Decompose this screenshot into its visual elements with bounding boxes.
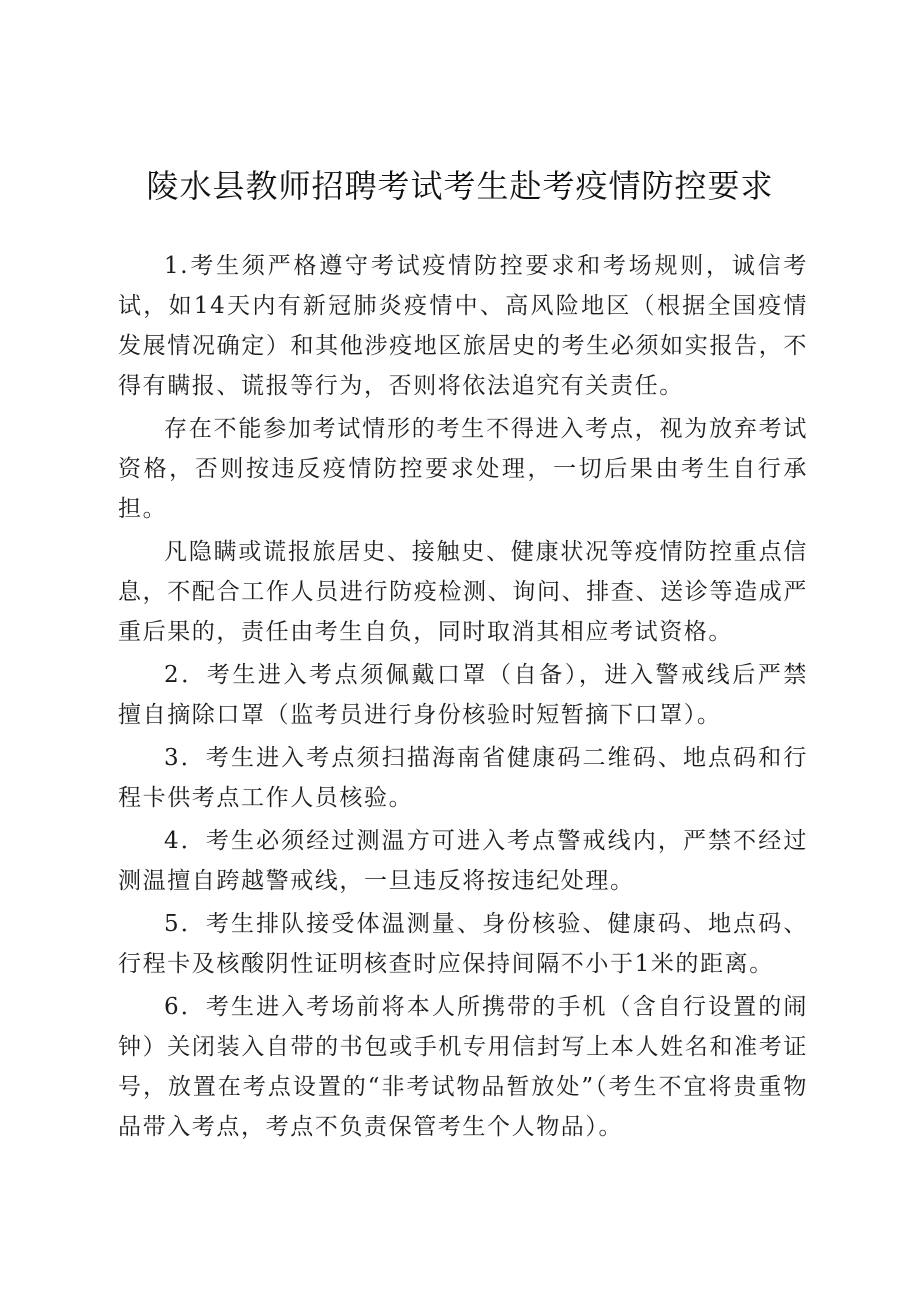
- paragraph-1: 1.考生须严格遵守考试疫情防控要求和考场规则，诚信考试，如14天内有新冠肺炎疫情中、高风险地区（根据全国疫情发展情况确定）和其他涉疫地区旅居史的考生必须如实报告，不得有瞒报、谎报等行为，否则将依法追究有关责任。: [118, 253, 808, 399]
- document-title: 陵水县教师招聘考试考生赴考疫情防控要求: [146, 167, 774, 205]
- paragraph-8: 6．考生进入考场前将本人所携带的手机（含自行设置的闹钟）关闭装入自带的书包或手机专用信封写上本人姓名和准考证号，放置在考点设置的“非考试物品暂放处”（考生不宜将贵重物品带入考点，考点不负责保管考生个人物品）。: [118, 994, 808, 1140]
- paragraph-5: 3．考生进入考点须扫描海南省健康码二维码、地点码和行程卡供考点工作人员核验。: [118, 745, 808, 811]
- paragraph-4: 2．考生进入考点须佩戴口罩（自备），进入警戒线后严禁擅自摘除口罩（监考员进行身份核验时短暂摘下口罩）。: [118, 662, 808, 728]
- paragraph-7: 5．考生排队接受体温测量、身份核验、健康码、地点码、行程卡及核酸阴性证明核查时应保持间隔不小于1米的距离。: [118, 911, 808, 977]
- paragraph-2: 存在不能参加考试情形的考生不得进入考点，视为放弃考试资格，否则按违反疫情防控要求处理，一切后果由考生自行承担。: [118, 416, 808, 522]
- paragraph-3: 凡隐瞒或谎报旅居史、接触史、健康状况等疫情防控重点信息，不配合工作人员进行防疫检测、询问、排查、送诊等造成严重后果的，责任由考生自负，同时取消其相应考试资格。: [118, 539, 808, 645]
- paragraph-6: 4．考生必须经过测温方可进入考点警戒线内，严禁不经过测温擅自跨越警戒线，一旦违反将按违纪处理。: [118, 828, 808, 894]
- document-body: [118, 246, 808, 1147]
